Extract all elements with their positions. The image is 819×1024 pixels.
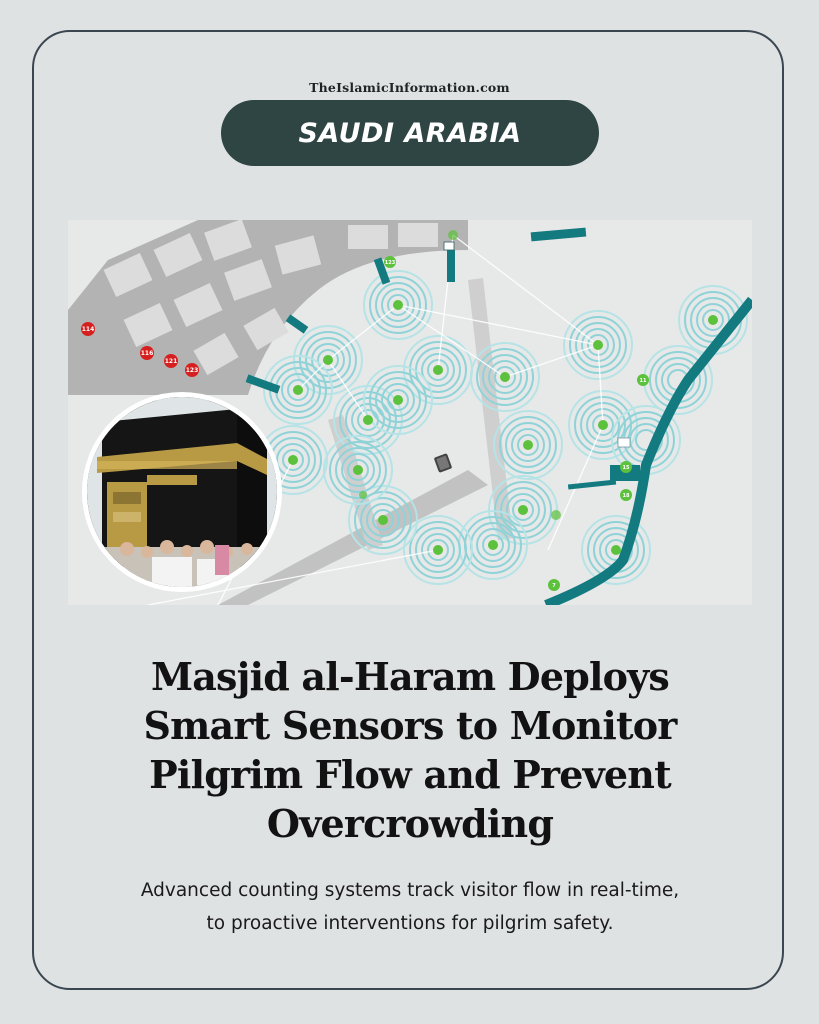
svg-text:114: 114 xyxy=(81,326,95,333)
svg-text:116: 116 xyxy=(140,350,154,357)
kaaba-photo xyxy=(82,392,282,592)
subtitle-line: to proactive interventions for pilgrim safety. xyxy=(206,913,614,934)
headline-line: Overcrowding xyxy=(266,801,554,846)
svg-text:18: 18 xyxy=(622,493,630,499)
headline-line: Masjid al-Haram Deploys xyxy=(150,654,670,699)
svg-text:7: 7 xyxy=(552,583,556,589)
category-badge-label: SAUDI ARABIA xyxy=(298,117,522,149)
svg-text:15: 15 xyxy=(622,465,630,471)
headline-line: Pilgrim Flow and Prevent xyxy=(149,752,671,797)
svg-text:123: 123 xyxy=(185,367,199,374)
headline-line: Smart Sensors to Monitor xyxy=(143,703,677,748)
subtitle-line: Advanced counting systems track visitor flow in real-time, xyxy=(140,880,680,901)
headline xyxy=(60,652,760,848)
subtitle xyxy=(40,874,780,940)
site-name: TheIslamicInformation.com xyxy=(309,80,510,95)
category-badge xyxy=(221,100,599,166)
kaaba-illustration xyxy=(87,397,277,587)
svg-text:123: 123 xyxy=(384,260,396,266)
svg-text:121: 121 xyxy=(164,358,178,365)
svg-text:11: 11 xyxy=(639,378,647,384)
